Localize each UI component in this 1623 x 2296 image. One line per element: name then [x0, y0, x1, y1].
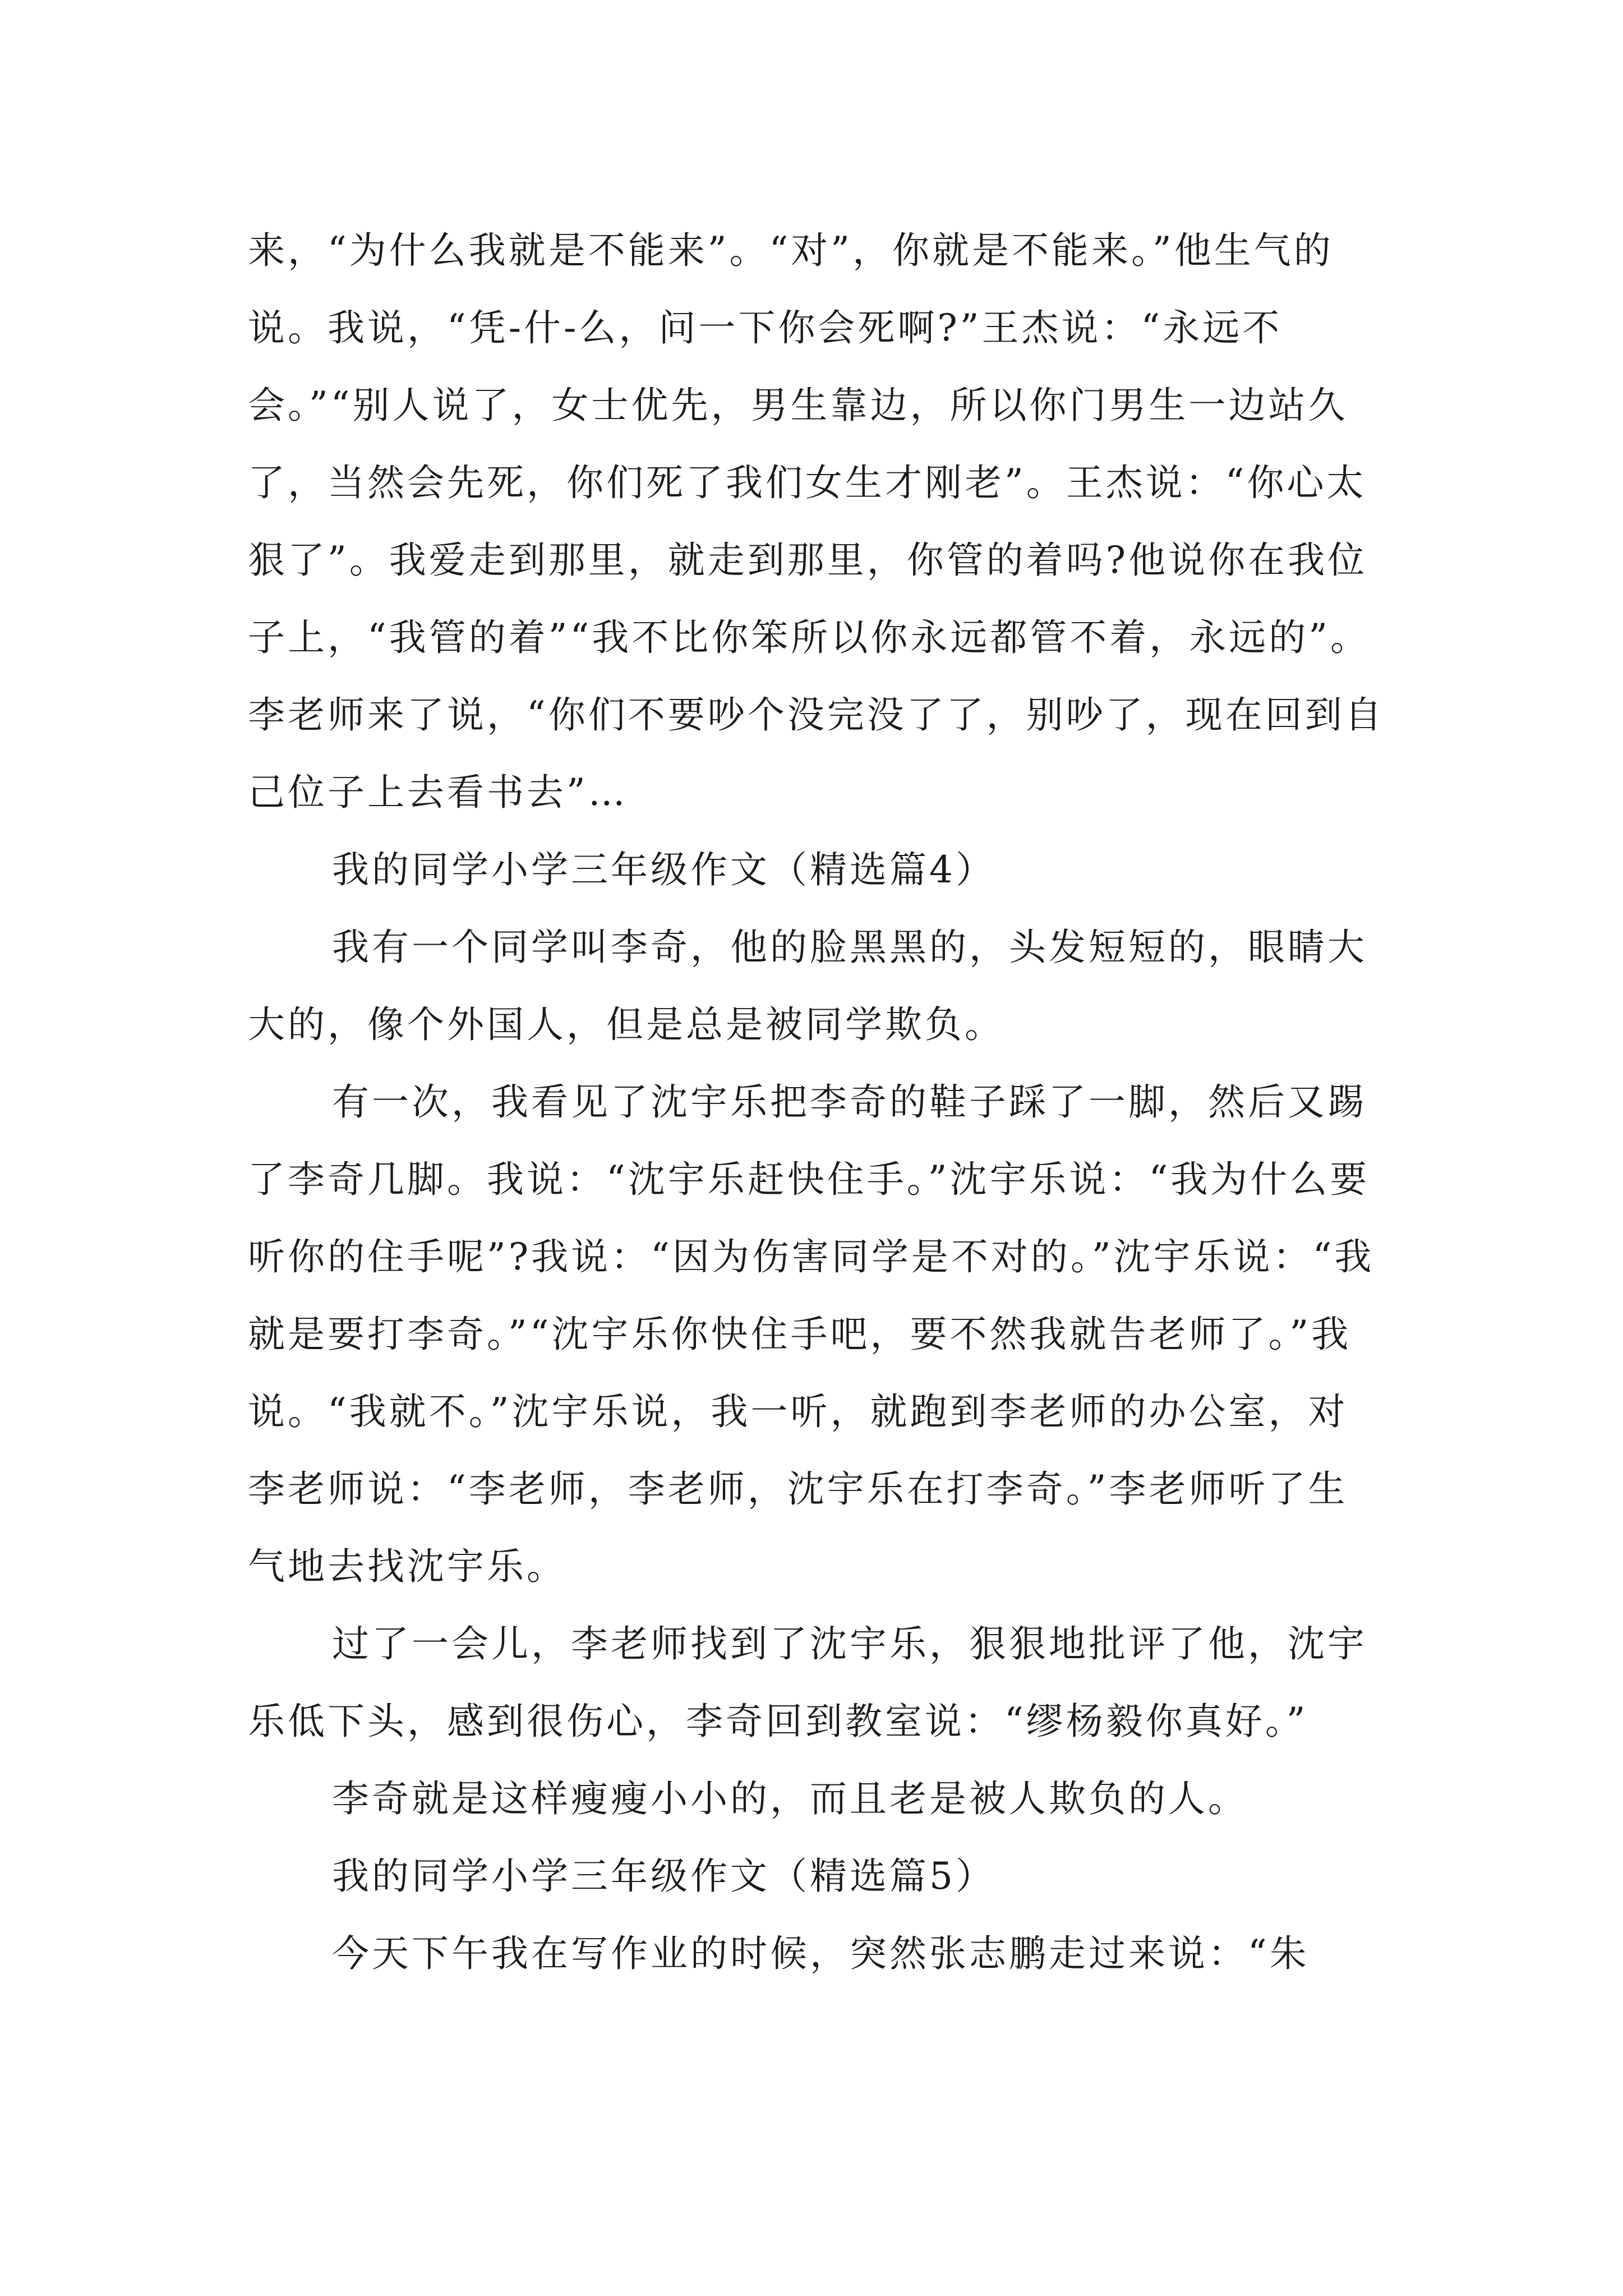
paragraph: 过了一会儿，李老师找到了沈宇乐，狠狠地批评了他，沈宇乐低下头，感到很伤心，李奇回到教室说：“缪杨毅你真好。” [248, 1622, 1367, 1743]
paragraph-continued: 来，“为什么我就是不能来”。“对”，你就是不能来。”他生气的说。我说，“凭-什-么，问一下你会死啊?”王杰说：“永远不会。”“别人说了，女士优先，男生靠边，所以你门男生一边站久了，当然会先死，你们死了我们女生才刚老”。王杰说：“你心太狠了”。我爱走到那里，就走到那里，你管的着吗?他说你在我位子上，“我管的着”“我不比你笨所以你永远都管不着，永远的”。李老师来了说，“你们不要吵个没完没了了，别吵了，现在回到自己位子上去看书去”… [248, 229, 1385, 814]
section-heading-5: 我的同学小学三年级作文（精选篇5） [332, 1855, 995, 1898]
paragraph: 我有一个同学叫李奇，他的脸黑黑的，头发短短的，眼睛大大的，像个外国人，但是总是被同学欺负。 [248, 926, 1367, 1046]
paragraph: 有一次，我看见了沈宇乐把李奇的鞋子踩了一脚，然后又踢了李奇几脚。我说：“沈宇乐赶快住手。”沈宇乐说：“我为什么要听你的住手呢”?我说：“因为伤害同学是不对的。”沈宇乐说：“我就是要打李奇。”“沈宇乐你快住手吧，要不然我就告老师了。”我说。“我就不。”沈宇乐说，我一听，就跑到李老师的办公室，对李老师说：“李老师，李老师，沈宇乐在打李奇。”李老师听了生气地去找沈宇乐。 [248, 1080, 1375, 1588]
paragraph: 李奇就是这样瘦瘦小小的，而且老是被人欺负的人。 [332, 1777, 1248, 1820]
document-body [248, 212, 1386, 1993]
paragraph: 今天下午我在写作业的时候，突然张志鹏走过来说：“朱 [332, 1932, 1310, 1975]
section-heading-4: 我的同学小学三年级作文（精选篇4） [332, 848, 995, 891]
